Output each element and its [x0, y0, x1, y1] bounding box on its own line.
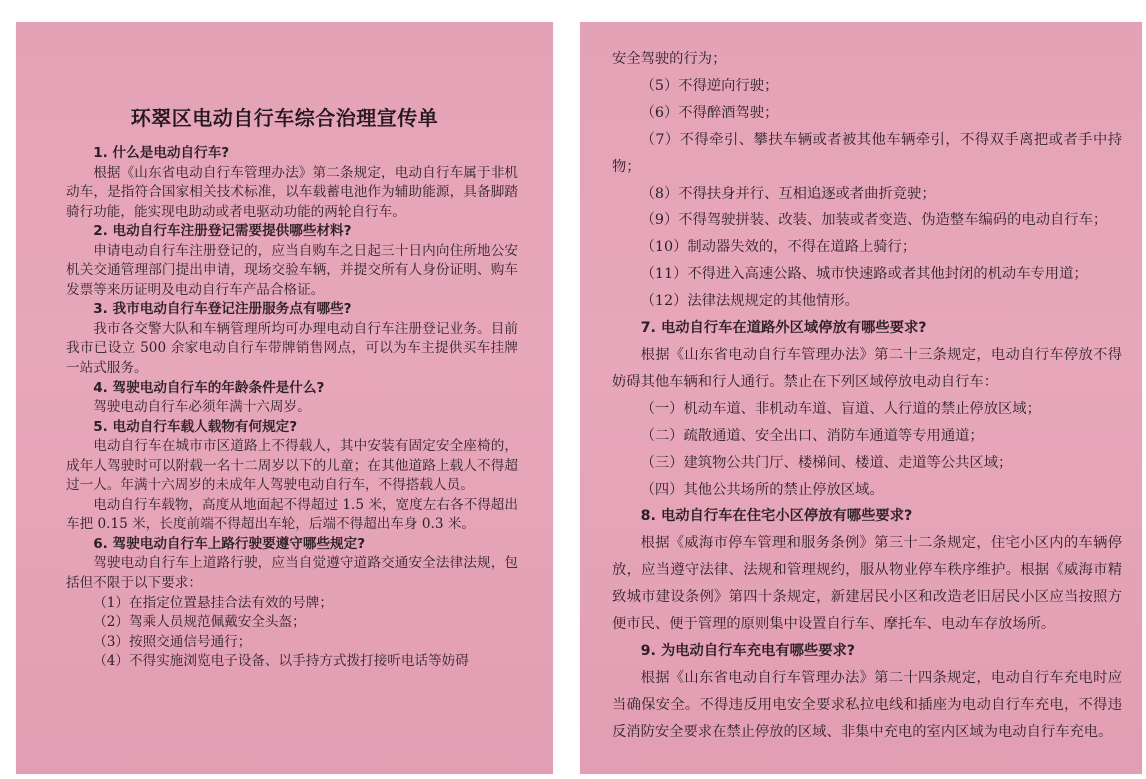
list-item: （二）疏散通道、安全出口、消防车通道等专用通道；: [640, 427, 984, 444]
section-heading: 1. 什么是电动自行车?: [93, 145, 230, 161]
list-item: （12）法律法规规定的其他情形。: [640, 293, 859, 310]
section-heading: 3. 我市电动自行车登记注册服务点有哪些?: [93, 301, 352, 318]
flyer-page-right: [580, 22, 1142, 774]
list-item: （11）不得进入高速公路、城市快速路或者其他封闭的机动车专用道；: [640, 266, 1088, 283]
paragraph: 根据《威海市停车管理和服务条例》第三十二条规定，住宅小区内的车辆停放，应当遵守法律、法规和管理规约，服从物业停车秩序维护。根据《威海市精致城市建设条例》第四十条规定，新建居民小区和改造老旧居民小区应当按照方便市民、便于管理的原则集中设置自行车、摩托车、电动车存放场所。: [612, 535, 1122, 633]
list-item: （1）在指定位置悬挂合法有效的号牌；: [93, 594, 333, 611]
list-item: （三）建筑物公共门厅、楼梯间、楼道、走道等公共区域；: [640, 454, 1013, 471]
section-heading: 5. 电动自行车载人载物有何规定?: [93, 418, 298, 435]
right-page-content: [612, 46, 1122, 746]
list-item: （4）不得实施浏览电子设备、以手持方式拨打接听电话等妨碍: [93, 653, 469, 670]
list-item: （四）其他公共场所的禁止停放区域。: [640, 481, 884, 498]
section-heading: 2. 电动自行车注册登记需要提供哪些材料?: [93, 223, 352, 240]
list-item: （2）驾乘人员规范佩戴安全头盔；: [93, 614, 306, 631]
list-item: （10）制动器失效的，不得在道路上骑行；: [640, 239, 917, 256]
paragraph: 电动自行车载物，高度从地面起不得超过 1.5 米，宽度左右各不得超出车把 0.15 米，长度前端不得超出车轮，后端不得超出车身 0.3 米。: [66, 496, 518, 533]
paragraph: 根据《山东省电动自行车管理办法》第二条规定，电动自行车属于非机动车，是指符合国家相关技术标准，以车载蓄电池作为辅助能源，具备脚踏骑行功能，能实现电助动或者电驱动功能的两轮自行车。: [66, 164, 518, 220]
paragraph: 根据《山东省电动自行车管理办法》第二十三条规定，电动自行车停放不得妨碍其他车辆和行人通行。禁止在下列区域停放电动自行车：: [612, 346, 1122, 390]
section-heading: 4. 驾驶电动自行车的年龄条件是什么?: [93, 379, 325, 396]
list-item: （9）不得驾驶拼装、改装、加装或者变造、伪造整车编码的电动自行车；: [640, 212, 1108, 229]
flyer-page-left: [16, 22, 553, 774]
list-item: （8）不得扶身并行、互相追逐或者曲折竞驶；: [640, 185, 936, 202]
paragraph-continuation: 安全驾驶的行为；: [612, 51, 727, 67]
list-item: （6）不得醉酒驾驶；: [640, 104, 779, 121]
paragraph: 申请电动自行车注册登记的，应当自购车之日起三十日内向住所地公安机关交通管理部门提出申请，现场交验车辆，并提交所有人身份证明、购车发票等来历证明及电动自行车产品合格证。: [66, 242, 518, 298]
section-heading: 6. 驾驶电动自行车上路行驶要遵守哪些规定?: [93, 535, 366, 552]
paragraph: 驾驶电动自行车必须年满十六周岁。: [93, 399, 311, 416]
list-item: （5）不得逆向行驶；: [640, 77, 779, 94]
paragraph: 驾驶电动自行车上道路行驶，应当自觉遵守道路交通安全法律法规，包括但不限于以下要求：: [66, 555, 518, 592]
paragraph: 根据《山东省电动自行车管理办法》第二十四条规定，电动自行车充电时应当确保安全。不得违反用电安全要求私拉电线和插座为电动自行车充电，不得违反消防安全要求在禁止停放的区域、非集中充电的室内区域为电动自行车充电。: [612, 669, 1122, 740]
left-page-content: [66, 144, 518, 672]
list-item: （一）机动车道、非机动车道、盲道、人行道的禁止停放区域；: [640, 400, 1041, 417]
section-heading: 7. 电动自行车在道路外区域停放有哪些要求?: [640, 320, 927, 337]
paragraph: 电动自行车在城市市区道路上不得载人，其中安装有固定安全座椅的，成年人驾驶时可以附载一名十二周岁以下的儿童；在其他道路上载人不得超过一人。年满十六周岁的未成年人驾驶电动自行车，不得搭载人员。: [66, 438, 518, 494]
list-item: （7）不得牵引、攀扶车辆或者被其他车辆牵引，不得双手离把或者手中持物；: [612, 131, 1122, 175]
section-heading: 8. 电动自行车在住宅小区停放有哪些要求?: [640, 508, 913, 525]
list-item: （3）按照交通信号通行；: [93, 633, 252, 650]
section-heading: 9. 为电动自行车充电有哪些要求?: [640, 642, 856, 659]
paragraph: 我市各交警大队和车辆管理所均可办理电动自行车注册登记业务。目前我市已设立 500 余家电动自行车带牌销售网点，可以为车主提供买车挂牌一站式服务。: [66, 320, 518, 377]
flyer-title: 环翠区电动自行车综合治理宣传单: [130, 106, 439, 130]
